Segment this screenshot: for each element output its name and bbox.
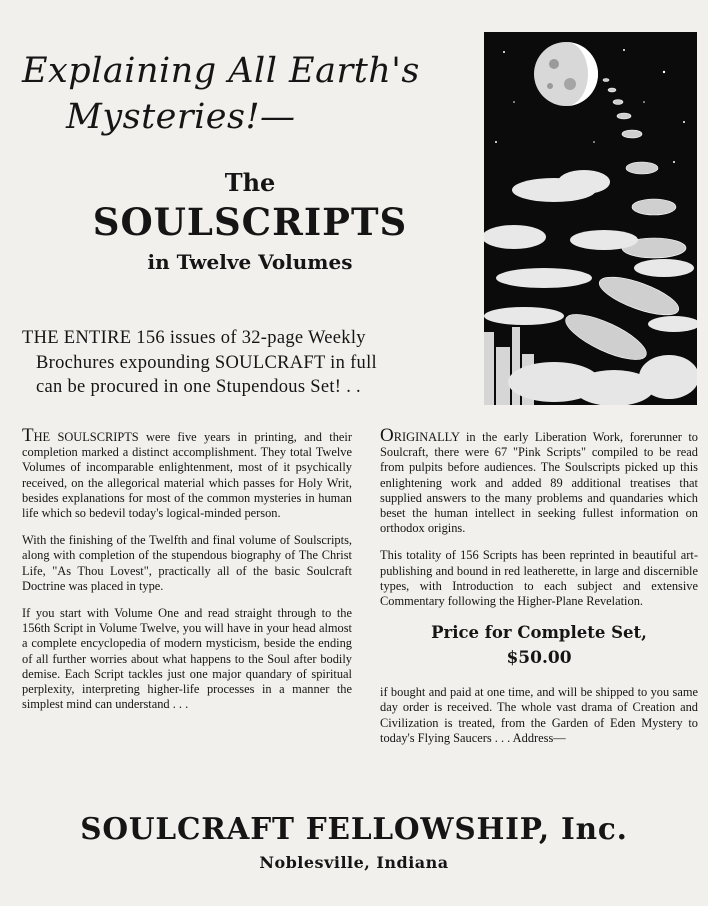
headline — [22, 48, 462, 140]
price-block — [380, 621, 698, 671]
title-main: SOULSCRIPTS — [92, 200, 408, 244]
intro-line-2: Brochures expounding SOULCRAFT in full — [36, 352, 377, 373]
dropcap-o: O — [380, 425, 394, 446]
footer — [0, 810, 708, 876]
intro-line-3: can be procured in one Stupendous Set! . . — [36, 377, 361, 397]
moon — [534, 42, 598, 106]
intro-paragraph — [22, 326, 472, 400]
illustration-svg — [484, 32, 697, 405]
dropcap-t: T — [22, 425, 34, 446]
right-paragraph-1 — [380, 425, 698, 536]
moon-saucers-illustration — [484, 32, 697, 405]
left-paragraph-1 — [22, 425, 352, 521]
title-the: The — [224, 168, 276, 197]
organization-location: Noblesville, Indiana — [259, 853, 449, 872]
right-column — [380, 425, 698, 758]
headline-line-2: Mysteries!— — [66, 97, 296, 137]
title-block — [60, 168, 440, 276]
left-paragraph-2: With the finishing of the Twelfth and final volume of Soulscripts, along with completion of the stupendous biography of The Christ Life, "As Thou Lovest", practically all of the basic Soulcraft Doctrine was placed in type. — [22, 533, 352, 593]
organization-name: SOULCRAFT FELLOWSHIP, Inc. — [80, 811, 628, 846]
right-paragraph-3: if bought and paid at one time, and will be shipped to you same day order is received. The whole vast drama of Creation and Civilization is treated, from the Garden of Eden Mystery to today's Flying Saucers . . . Address— — [380, 685, 698, 745]
title-subtitle: in Twelve Volumes — [147, 250, 353, 274]
left-paragraph-1-text: HE SOULSCRIPTS were five years in printing, and their completion marked a distinct accomplishment. They total Twelve Volumes of incomparable enlightenment, most of it psychically received, on the allegorical material which passes for Holy Writ, besides explanations for most of the common mysteries in human life which so bedevil today's logical-minded person. — [22, 430, 352, 521]
price-value: $50.00 — [506, 648, 572, 669]
intro-line-1: THE ENTIRE 156 issues of 32-page Weekly — [22, 328, 366, 348]
left-paragraph-3: If you start with Volume One and read straight through to the 156th Script in Volume Twelve, you will have in your head almost a complete encyclopedia of modern mysticism, beside the ending of all further worries about what happens to the Soul after bodily demise. Each Script tackles just one major quandary of spiritual perplexity, interpreting higher-life processes in a manner the simplest mind can understand . . . — [22, 606, 352, 712]
left-column — [22, 425, 352, 724]
right-paragraph-1-text: RIGINALLY in the early Liberation Work, forerunner to Soulcraft, there were 67 "Pink Scripts" compiled to be read from pulpits before audiences. The Soulscripts picked up this enlightening work and added 89 additional treatises that supplied answers to the many problems and quandaries which beset the human intellect in seeking fullest information on orthodox origins. — [380, 430, 698, 536]
price-label: Price for Complete Set, — [431, 623, 647, 643]
right-paragraph-2: This totality of 156 Scripts has been reprinted in beautiful art-publishing and bound in red leatherette, in large and discernible types, with Introduction to each subject and extensive Commentary following the Higher-Plane Revelation. — [380, 548, 698, 609]
headline-line-1: Explaining All Earth's — [22, 51, 420, 91]
